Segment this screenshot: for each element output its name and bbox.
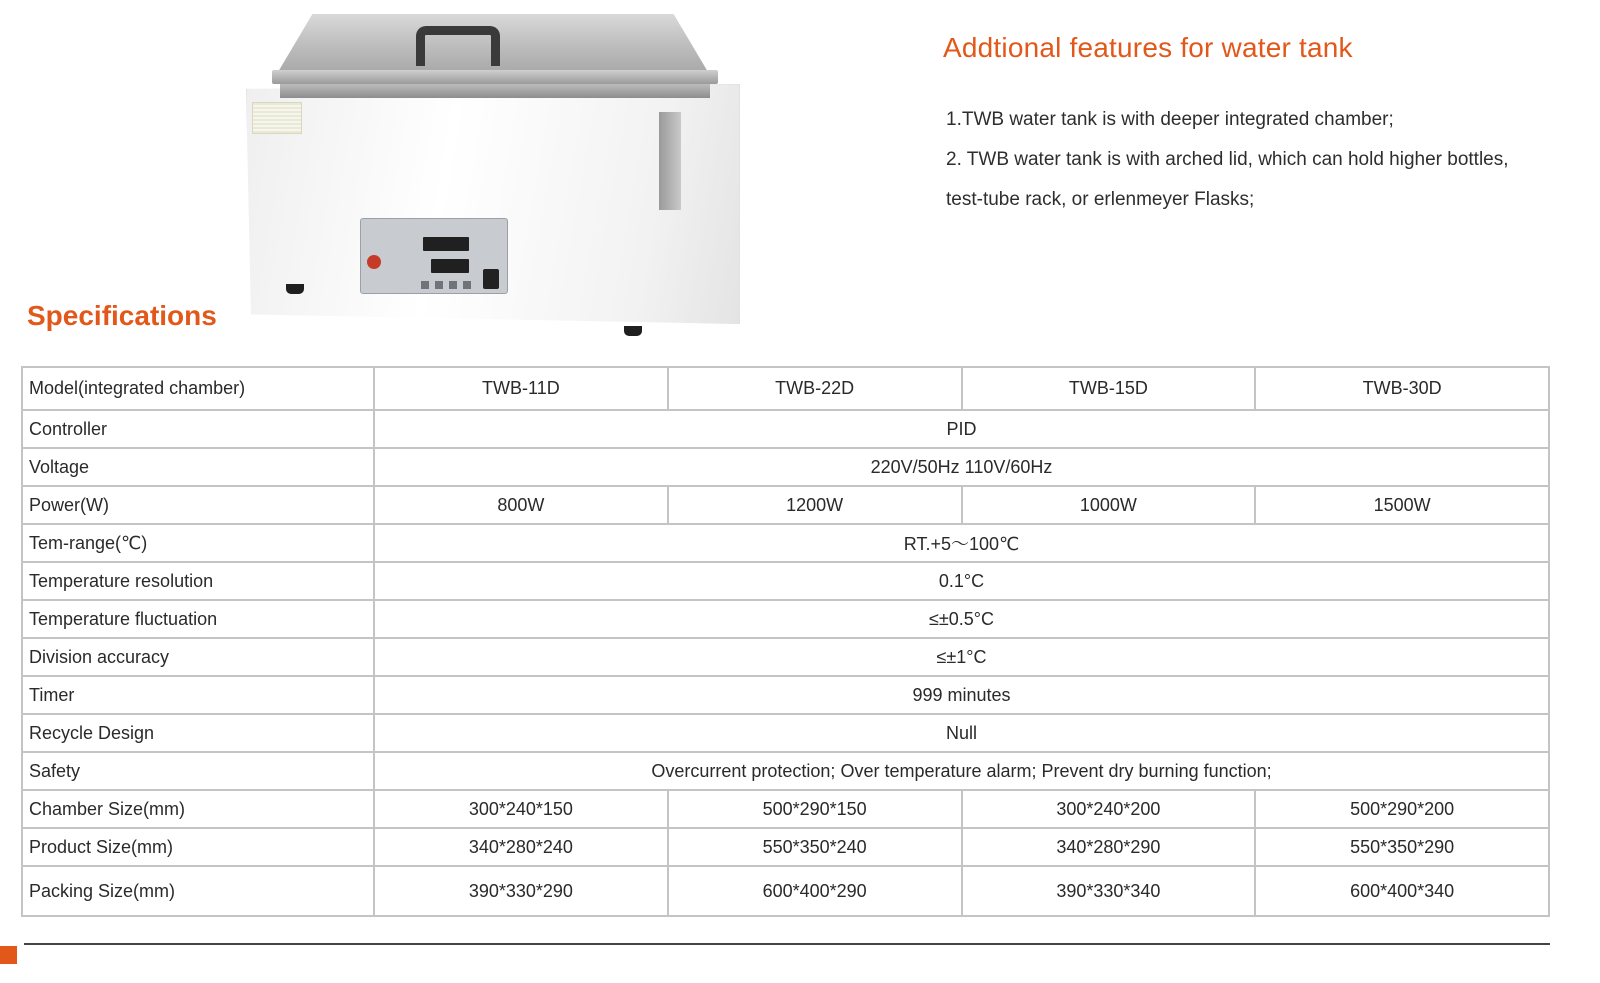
row-label-division-accuracy: Division accuracy [22, 638, 374, 676]
tank-foot-left [286, 284, 304, 294]
specifications-table [21, 366, 1550, 917]
feature-item-1: 1.TWB water tank is with deeper integrated chamber; [946, 109, 1394, 130]
value-cell-packing-size: 390*330*290 [374, 866, 668, 916]
tank-foot-right [624, 326, 642, 336]
value-cell-power: 800W [374, 486, 668, 524]
row-label-packing-size: Packing Size(mm) [22, 866, 374, 916]
value-cell-product-size: 340*280*240 [374, 828, 668, 866]
footer-divider [24, 943, 1550, 945]
table-row-division-accuracy [22, 638, 1549, 676]
table-row-temperature-resolution [22, 562, 1549, 600]
value-cell-packing-size: 390*330*340 [962, 866, 1256, 916]
control-panel [360, 218, 508, 294]
row-label-tem-range: Tem-range(℃) [22, 524, 374, 562]
tank-rim [280, 84, 710, 98]
lid-rim [272, 70, 718, 84]
value-cell-temperature-fluctuation: ≤±0.5°C [374, 600, 1549, 638]
value-cell-packing-size: 600*400*340 [1255, 866, 1549, 916]
panel-buttons [421, 281, 473, 289]
table-row-chamber-size [22, 790, 1549, 828]
table-row-controller [22, 410, 1549, 448]
lid-handle [416, 26, 500, 66]
features-list [946, 100, 1541, 220]
table-row-temperature-fluctuation [22, 600, 1549, 638]
value-cell-voltage: 220V/50Hz 110V/60Hz [374, 448, 1549, 486]
value-cell-recycle-design: Null [374, 714, 1549, 752]
model-cell: TWB-11D [374, 367, 668, 410]
row-label-timer: Timer [22, 676, 374, 714]
table-row-tem-range [22, 524, 1549, 562]
product-image-water-tank [240, 0, 760, 345]
value-cell-power: 1000W [962, 486, 1256, 524]
value-cell-division-accuracy: ≤±1°C [374, 638, 1549, 676]
value-cell-chamber-size: 500*290*150 [668, 790, 962, 828]
value-cell-tem-range: RT.+5～100℃ [374, 524, 1549, 562]
value-cell-product-size: 340*280*290 [962, 828, 1256, 866]
warning-label-sticker [252, 102, 302, 134]
power-knob-icon [367, 255, 381, 269]
feature-item-2: 2. TWB water tank is with arched lid, which can hold higher bottles, test-tube rack, or erlenmeyer Flasks; [946, 149, 1509, 210]
specifications-title: Specifications [27, 300, 217, 331]
row-label-chamber-size: Chamber Size(mm) [22, 790, 374, 828]
value-cell-product-size: 550*350*240 [668, 828, 962, 866]
value-cell-chamber-size: 300*240*200 [962, 790, 1256, 828]
table-row-power [22, 486, 1549, 524]
value-cell-safety: Overcurrent protection; Over temperature alarm; Prevent dry burning function; [374, 752, 1549, 790]
footer-accent-square [0, 946, 17, 964]
row-label-temperature-resolution: Temperature resolution [22, 562, 374, 600]
table-row-safety [22, 752, 1549, 790]
row-label-product-size: Product Size(mm) [22, 828, 374, 866]
row-label-temperature-fluctuation: Temperature fluctuation [22, 600, 374, 638]
side-nameplate [659, 112, 681, 210]
value-cell-chamber-size: 500*290*200 [1255, 790, 1549, 828]
table-row-recycle-design [22, 714, 1549, 752]
row-label-power: Power(W) [22, 486, 374, 524]
value-cell-power: 1200W [668, 486, 962, 524]
timer-display [431, 259, 469, 273]
table-row-voltage [22, 448, 1549, 486]
table-row-product-size [22, 828, 1549, 866]
value-cell-chamber-size: 300*240*150 [374, 790, 668, 828]
value-cell-temperature-resolution: 0.1°C [374, 562, 1549, 600]
table-row-packing-size [22, 866, 1549, 916]
value-cell-controller: PID [374, 410, 1549, 448]
value-cell-timer: 999 minutes [374, 676, 1549, 714]
table-row-timer [22, 676, 1549, 714]
model-cell: TWB-22D [668, 367, 962, 410]
power-switch-icon [483, 269, 499, 289]
model-cell: TWB-15D [962, 367, 1256, 410]
table-row-model [22, 367, 1549, 410]
value-cell-packing-size: 600*400*290 [668, 866, 962, 916]
row-label-controller: Controller [22, 410, 374, 448]
row-label-voltage: Voltage [22, 448, 374, 486]
features-title: Addtional features for water tank [943, 32, 1353, 63]
row-label-safety: Safety [22, 752, 374, 790]
row-label-model: Model(integrated chamber) [22, 367, 374, 410]
value-cell-product-size: 550*350*290 [1255, 828, 1549, 866]
temperature-display [423, 237, 469, 251]
model-cell: TWB-30D [1255, 367, 1549, 410]
row-label-recycle-design: Recycle Design [22, 714, 374, 752]
value-cell-power: 1500W [1255, 486, 1549, 524]
